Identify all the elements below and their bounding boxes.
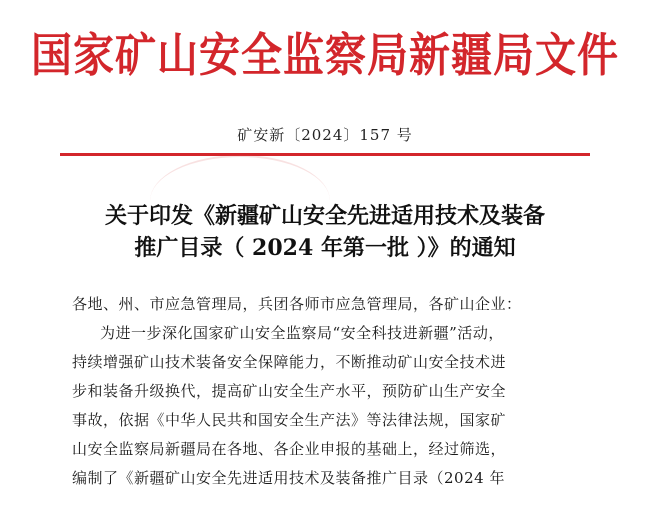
red-divider-line (60, 153, 590, 156)
body-line-5: 山安全监察局新疆局在各地、各企业申报的基础上，经过筛选， (72, 440, 507, 458)
body-line-2: 持续增强矿山技术装备安全保障能力，不断推动矿山安全技术进 (72, 353, 507, 371)
body-line-4: 事故，依据《中华人民共和国安全生产法》等法律法规，国家矿 (72, 411, 507, 429)
document-body (72, 290, 592, 493)
document-number: 矿安新〔2024〕157 号 (237, 126, 413, 144)
document-title-line-1: 关于印发《新疆矿山安全先进适用技术及装备 (104, 203, 545, 229)
body-line-1: 为进一步深化国家矿山安全监察局“安全科技进新疆”活动， (100, 324, 504, 342)
body-line-6: 编制了《新疆矿山安全先进适用技术及装备推广目录（2024 年 (72, 469, 505, 487)
addressee-line: 各地、州、市应急管理局，兵团各师市应急管理局，各矿山企业： (72, 295, 522, 313)
document-header-title: 国家矿山安全监察局新疆局文件 (31, 28, 619, 83)
document-title (0, 200, 650, 264)
document-title-line-2: 推广目录（ 2024 年第一批 ）》的通知 (134, 235, 516, 261)
body-line-3: 步和装备升级换代，提高矿山安全生产水平，预防矿山生产安全 (72, 382, 507, 400)
